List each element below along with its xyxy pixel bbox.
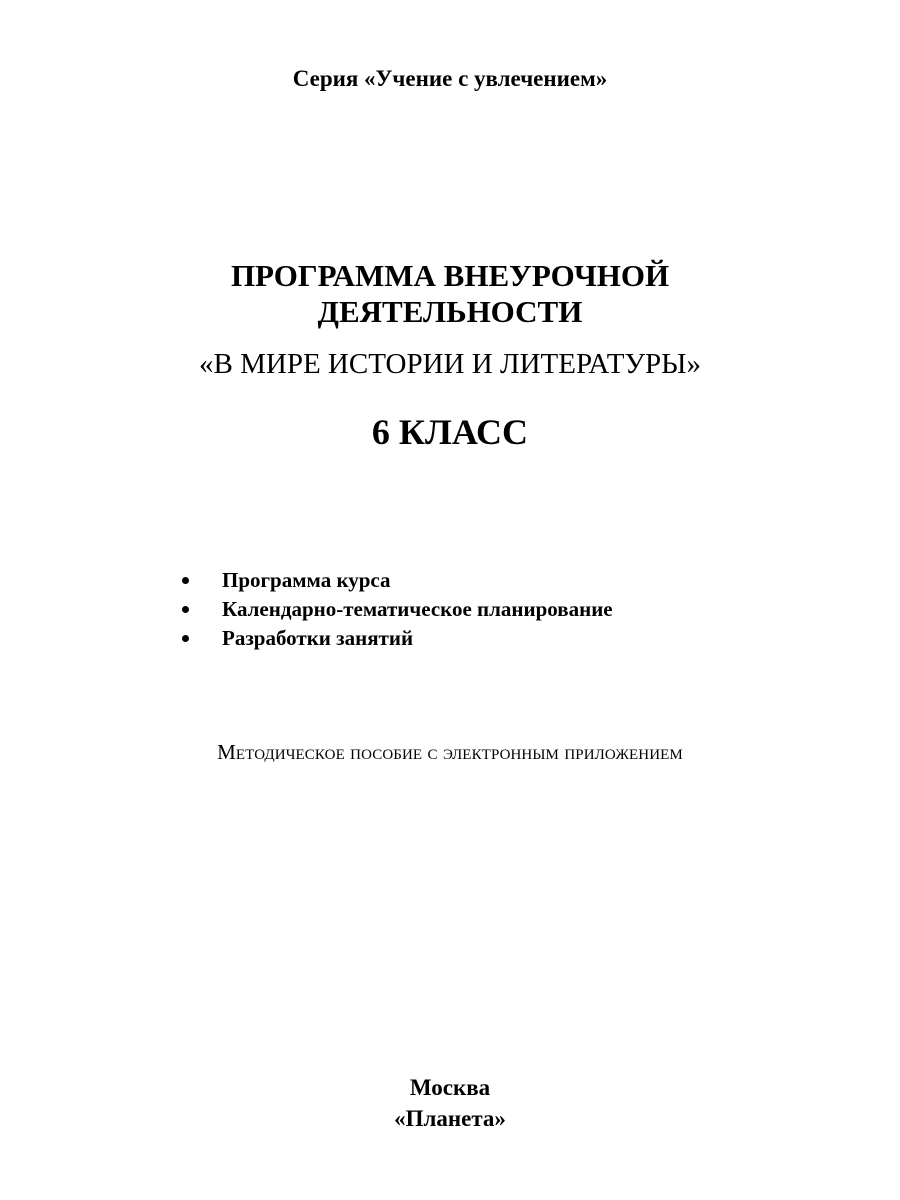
program-title-line-2: ДЕЯТЕЛЬНОСТИ bbox=[317, 294, 583, 329]
imprint-publisher: «Планета» bbox=[394, 1106, 506, 1131]
manual-description: Методическое пособие с электронным приложением bbox=[217, 740, 683, 764]
program-title bbox=[0, 258, 900, 330]
bullet-icon bbox=[182, 635, 189, 642]
program-subtitle: «В МИРЕ ИСТОРИИ И ЛИТЕРАТУРЫ» bbox=[199, 348, 701, 380]
contents-list bbox=[182, 566, 822, 653]
list-item bbox=[182, 624, 822, 653]
series-title: Серия «Учение с увлечением» bbox=[292, 66, 608, 91]
list-item bbox=[182, 566, 822, 595]
grade-label: 6 КЛАСС bbox=[371, 412, 529, 452]
list-item bbox=[182, 595, 822, 624]
list-item-label: Календарно-тематическое планирование bbox=[222, 597, 613, 621]
list-item-label: Разработки занятий bbox=[222, 626, 414, 650]
imprint-city: Москва bbox=[409, 1075, 491, 1100]
list-item-label: Программа курса bbox=[222, 568, 391, 592]
bullet-icon bbox=[182, 606, 189, 613]
bullet-icon bbox=[182, 577, 189, 584]
program-title-line-1: ПРОГРАММА ВНЕУРОЧНОЙ bbox=[230, 258, 670, 293]
